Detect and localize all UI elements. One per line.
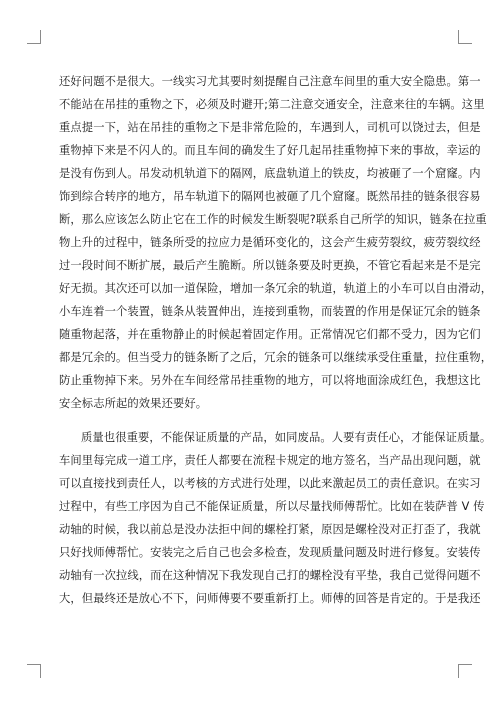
crop-mark-bottom-right <box>458 664 472 678</box>
body-text <box>59 70 493 610</box>
text-line: 断，那么应该怎么防止它在工作的时候发生断裂呢?联系自己所学的知识，链条在拉重 <box>59 213 487 226</box>
text-line: 大，但最终还是放心不下，问师傅要不要重新打上。师傅的回答是肯定的。于是我还 <box>59 592 481 605</box>
text-line: 好无损。其次还可以加一道保险，增加一条冗余的轨道，轨道上的小车可以自由滑动， <box>59 282 493 295</box>
text-line: 重点提一下，站在吊挂的重物之下是非常危险的，车遇到人，司机可以饶过去，但是 <box>59 121 481 134</box>
paragraph-spacer <box>59 415 441 426</box>
text-line: 车间里每完成一道工序，责任人都要在流程卡规定的地方签名，当产品出现问题，就 <box>59 454 481 467</box>
text-line: 都是冗余的。但当受力的链条断了之后，冗余的链条可以继续承受住重量，拉住重物， <box>59 351 493 364</box>
text-line: 可以直接找到责任人，以考核的方式进行处理，以此来激起员工的责任意识。在实习 <box>59 477 481 490</box>
text-line: 安全标志所起的效果还要好。 <box>59 397 208 410</box>
text-line: 随重物起落，并在重物静止的时候起着固定作用。正常情况它们都不受力，因为它们 <box>59 328 481 341</box>
text-line: 只好找师傅帮忙。安装完之后自己也会多检查，发现质量问题及时进行修复。安装传 <box>59 546 481 559</box>
text-line-first: 质量也很重要，不能保证质量的产品，如同废品。人要有责任心，才能保证质量。 <box>81 431 492 444</box>
text-line: 防止重物掉下来。另外在车间经常吊挂重物的地方，可以将地面涂成红色，我想这比 <box>59 374 481 387</box>
crop-mark-top-right <box>458 30 472 44</box>
paragraph-safety <box>59 70 493 415</box>
crop-mark-bottom-left <box>27 664 41 678</box>
text-line: 过一段时间不断扩展，最后产生脆断。所以链条要及时更换，不管它看起来是不是完 <box>59 259 481 272</box>
text-line: 饰到综合转序的地方，吊车轨道下的隔网也被砸了几个窟窿。既然吊挂的链条很容易 <box>59 190 481 203</box>
text-line: 物上升的过程中，链条所受的拉应力是循环变化的，这会产生疲劳裂纹，疲劳裂纹经 <box>59 236 481 249</box>
crop-mark-top-left <box>27 30 41 44</box>
text-line: 是没有伤到人。吊发动机轨道下的隔网，底盘轨道上的铁皮，均被砸了一个窟窿。内 <box>59 167 481 180</box>
text-line: 小车连着一个装置，链条从装置伸出，连接到重物，而装置的作用是保证冗余的链条 <box>59 305 481 318</box>
text-line: 不能站在吊挂的重物之下，必须及时避开;第二注意交通安全，注意来往的车辆。这里 <box>59 98 485 111</box>
text-line: 过程中，有些工序因为自己不能保证质量，所以尽量找师傅帮忙。比如在装萨普 V 传 <box>59 500 485 513</box>
text-line: 还好问题不是很大。一线实习尤其要时刻提醒自己注意车间里的重大安全隐患。第一 <box>59 75 481 88</box>
text-line: 动轴的时候，我以前总是没办法拒中间的螺栓打紧，原因是螺栓没对正打歪了，我就 <box>59 523 481 536</box>
text-line: 重物掉下来是不闪人的。而且车间的确发生了好几起吊挂重物掉下来的事故，幸运的 <box>59 144 481 157</box>
text-line: 动轴有一次拉线，而在这种情况下我发现自己打的螺栓没有平垫，我自己觉得问题不 <box>59 569 481 582</box>
paragraph-quality <box>59 426 492 610</box>
